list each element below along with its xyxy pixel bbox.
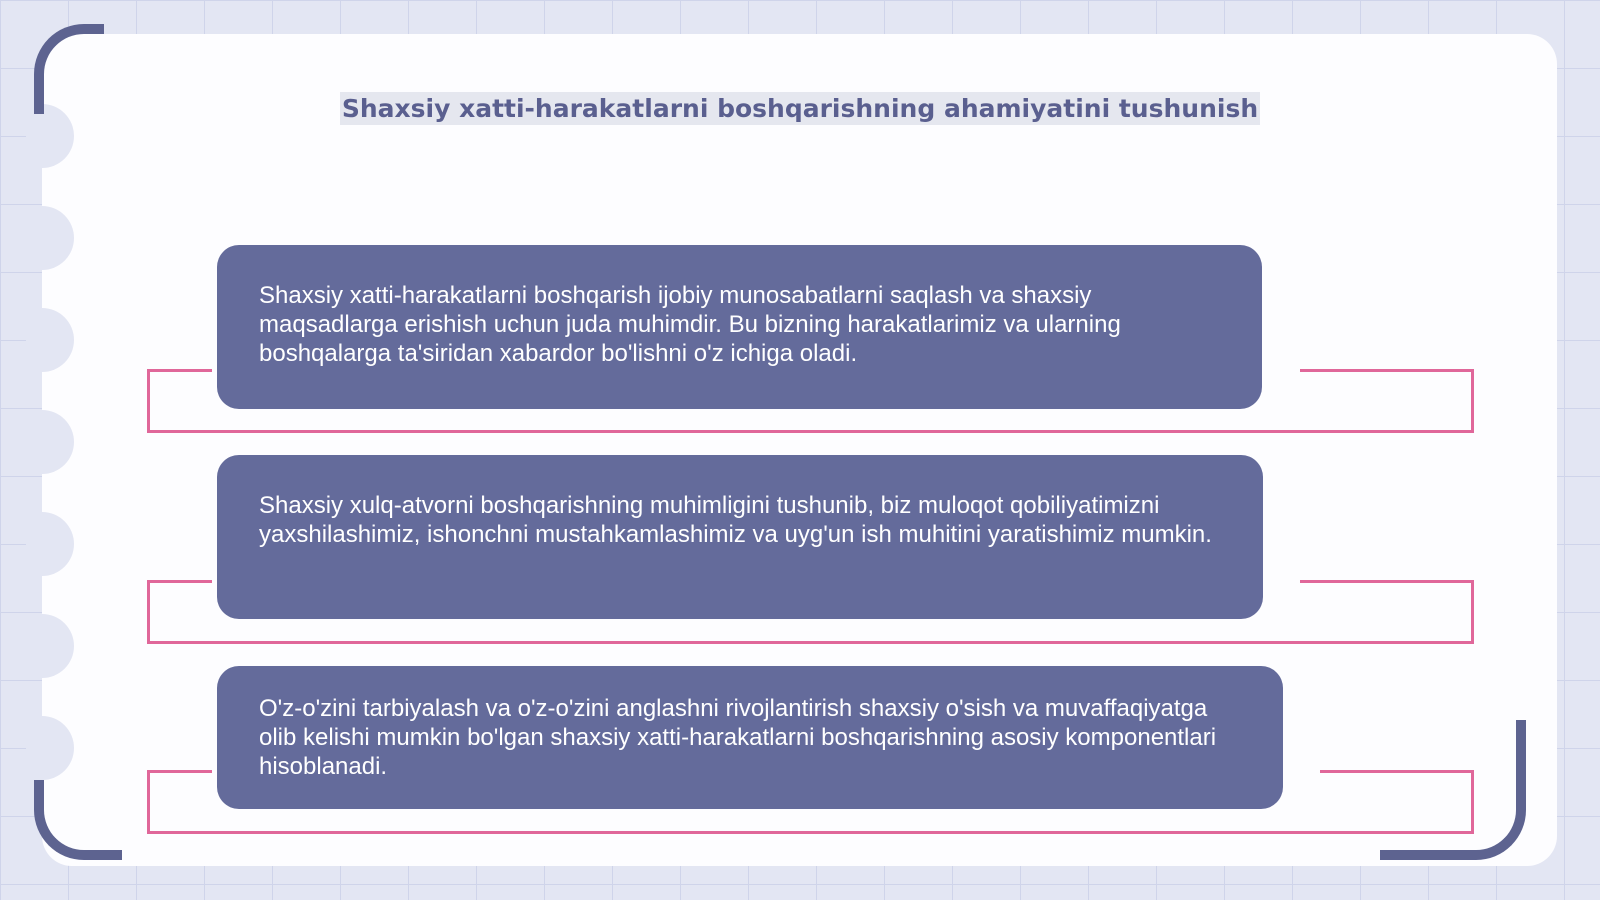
point-3-text: O'z-o'zini tarbiyalash va o'z-o'zini anglashni rivojlantirish shaxsiy o'sish va muvaffaqiyatga olib kelishi mumkin bo'lgan shaxsiy xatti-harakatlarni boshqarishning asosiy komponentlari hisoblanadi. (259, 695, 1217, 780)
page-title: Shaxsiy xatti-harakatlarni boshqarishning ahamiyatini tushunish (341, 94, 1259, 123)
point-3-box (217, 666, 1283, 809)
page-title-wrapper (0, 92, 1600, 125)
point-2-text: Shaxsiy xulq-atvorni boshqarishning muhimligini tushunib, biz muloqot qobiliyatimizni yaxshilashimiz, ishonchni mustahkamlashimiz va uyg'un ish muhitini yaratishimiz mumkin. (259, 492, 1212, 548)
point-1-box (217, 245, 1262, 409)
point-2-box (217, 455, 1263, 619)
point-1-text: Shaxsiy xatti-harakatlarni boshqarish ijobiy munosabatlarni saqlash va shaxsiy maqsadlarga erishish uchun juda muhimdir. Bu bizning harakatlarimiz va ularning boshqalarga ta'siridan xabardor bo'lishni o'z ichiga oladi. (259, 282, 1121, 367)
